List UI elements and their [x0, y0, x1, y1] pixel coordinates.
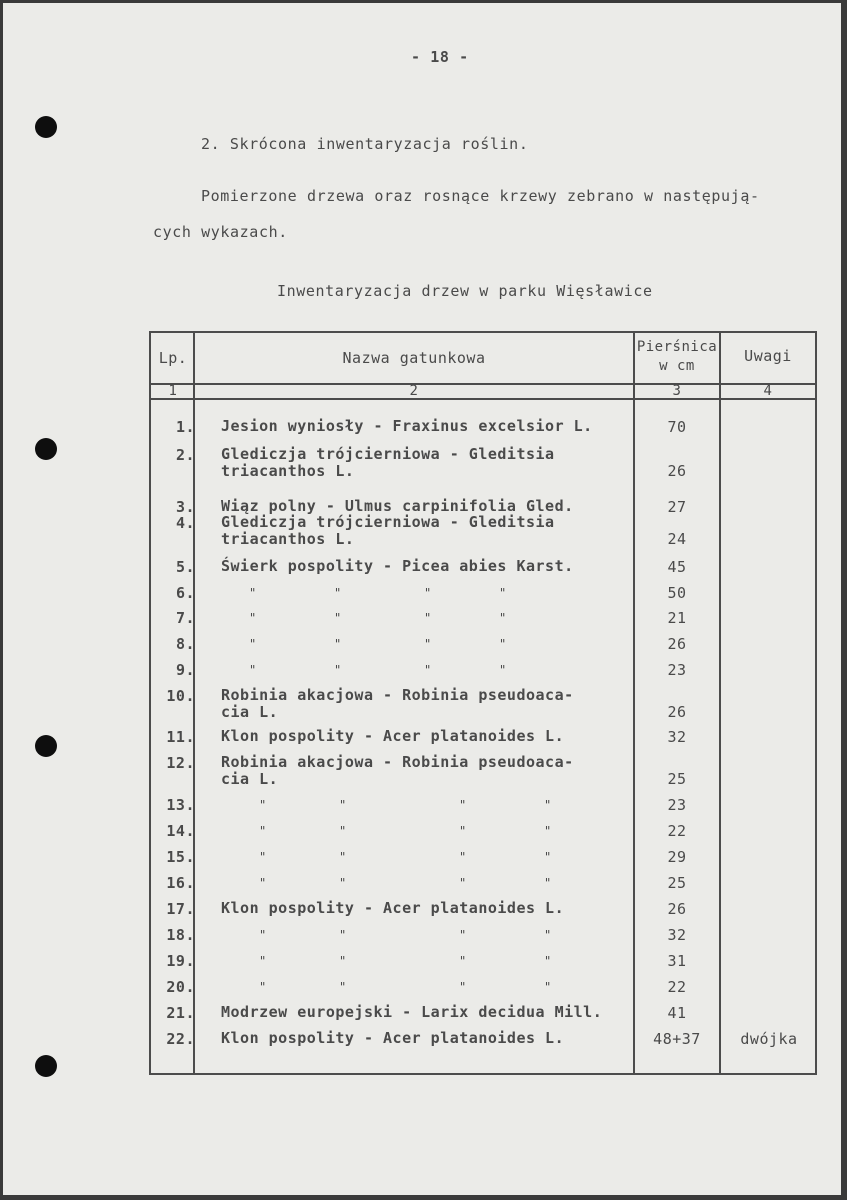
- section-heading: 2. Skrócona inwentaryzacja roślin.: [201, 135, 529, 153]
- ditto-mark: ": [259, 980, 267, 994]
- row-number: 21.: [166, 1004, 195, 1022]
- diameter-value: 22: [667, 978, 687, 996]
- species-name: Robinia akacjowa - Robinia pseudoaca-: [221, 686, 574, 704]
- row-number: 1.: [175, 418, 195, 436]
- ditto-mark: ": [544, 824, 552, 838]
- row-number: 11.: [166, 728, 195, 746]
- row-number: 3.: [175, 498, 195, 516]
- ditto-mark: ": [424, 663, 432, 677]
- diameter-value: 26: [667, 703, 687, 721]
- ditto-mark: ": [339, 980, 347, 994]
- row-number: 8.: [175, 635, 195, 653]
- diameter-value: 32: [667, 728, 687, 746]
- diameter-value: 25: [667, 770, 687, 788]
- diameter-value: 21: [667, 609, 687, 627]
- species-name: cia L.: [221, 770, 279, 788]
- diameter-value: 23: [667, 661, 687, 679]
- ditto-mark: ": [249, 611, 257, 625]
- row-number: 5.: [175, 558, 195, 576]
- ditto-mark: ": [259, 824, 267, 838]
- remarks-value: dwójka: [740, 1030, 798, 1048]
- ditto-mark: ": [459, 798, 467, 812]
- ditto-mark: ": [544, 928, 552, 942]
- row-number: 16.: [166, 874, 195, 892]
- row-number: 13.: [166, 796, 195, 814]
- ditto-mark: ": [499, 637, 507, 651]
- ditto-mark: ": [544, 850, 552, 864]
- row-number: 20.: [166, 978, 195, 996]
- ditto-mark: ": [424, 611, 432, 625]
- header-remarks: Uwagi: [744, 347, 792, 365]
- species-name: Robinia akacjowa - Robinia pseudoaca-: [221, 753, 574, 771]
- column-number-3: 3: [672, 383, 682, 399]
- ditto-mark: ": [424, 637, 432, 651]
- ditto-mark: ": [249, 586, 257, 600]
- column-number-2: 2: [409, 383, 419, 399]
- ditto-mark: ": [459, 824, 467, 838]
- species-name: triacanthos L.: [221, 530, 355, 548]
- ditto-mark: ": [339, 876, 347, 890]
- ditto-mark: ": [259, 798, 267, 812]
- document-page: [3, 3, 841, 1195]
- punch-hole-3: [35, 735, 57, 757]
- ditto-mark: ": [424, 586, 432, 600]
- ditto-mark: ": [334, 586, 342, 600]
- header-name: Nazwa gatunkowa: [342, 349, 486, 367]
- row-number: 7.: [175, 609, 195, 627]
- diameter-value: 41: [667, 1004, 687, 1022]
- ditto-mark: ": [544, 798, 552, 812]
- ditto-mark: ": [259, 850, 267, 864]
- diameter-value: 48+37: [653, 1030, 701, 1048]
- species-name: Klon pospolity - Acer platanoides L.: [221, 727, 565, 745]
- row-number: 6.: [175, 584, 195, 602]
- ditto-mark: ": [544, 954, 552, 968]
- row-number: 4.: [175, 514, 195, 532]
- tree-inventory-table: [149, 331, 817, 1075]
- row-number: 9.: [175, 661, 195, 679]
- species-name: Modrzew europejski - Larix decidua Mill.: [221, 1003, 603, 1021]
- punch-hole-4: [35, 1055, 57, 1077]
- ditto-mark: ": [499, 586, 507, 600]
- ditto-mark: ": [334, 611, 342, 625]
- diameter-value: 25: [667, 874, 687, 892]
- diameter-value: 22: [667, 822, 687, 840]
- row-number: 2.: [175, 446, 195, 464]
- ditto-mark: ": [334, 637, 342, 651]
- ditto-mark: ": [544, 980, 552, 994]
- header-lp: Lp.: [158, 349, 188, 367]
- column-number-1: 1: [168, 383, 178, 399]
- species-name: Wiąz polny - Ulmus carpinifolia Gled.: [221, 497, 574, 515]
- row-number: 17.: [166, 900, 195, 918]
- row-number: 18.: [166, 926, 195, 944]
- row-number: 15.: [166, 848, 195, 866]
- page-number: - 18 -: [411, 48, 469, 66]
- row-number: 19.: [166, 952, 195, 970]
- diameter-value: 32: [667, 926, 687, 944]
- diameter-value: 45: [667, 558, 687, 576]
- species-name: Glediczja trójcierniowa - Gleditsia: [221, 513, 555, 531]
- diameter-value: 31: [667, 952, 687, 970]
- intro-line-2: cych wykazach.: [153, 223, 288, 241]
- species-name: triacanthos L.: [221, 462, 355, 480]
- row-number: 12.: [166, 754, 195, 772]
- intro-line-1: Pomierzone drzewa oraz rosnące krzewy zebrano w następują-: [201, 187, 760, 205]
- row-number: 14.: [166, 822, 195, 840]
- table-title: Inwentaryzacja drzew w parku Więsławice: [277, 282, 653, 300]
- ditto-mark: ": [259, 928, 267, 942]
- diameter-value: 24: [667, 530, 687, 548]
- species-name: Klon pospolity - Acer platanoides L.: [221, 899, 565, 917]
- diameter-value: 26: [667, 462, 687, 480]
- diameter-value: 26: [667, 900, 687, 918]
- ditto-mark: ": [339, 798, 347, 812]
- row-number: 10.: [166, 687, 195, 705]
- header-diameter-line1: Pierśnica: [636, 339, 718, 355]
- ditto-mark: ": [544, 876, 552, 890]
- ditto-mark: ": [339, 928, 347, 942]
- ditto-mark: ": [334, 663, 342, 677]
- ditto-mark: ": [499, 663, 507, 677]
- ditto-mark: ": [249, 637, 257, 651]
- punch-hole-2: [35, 438, 57, 460]
- column-number-4: 4: [763, 383, 773, 399]
- diameter-value: 26: [667, 635, 687, 653]
- ditto-mark: ": [339, 824, 347, 838]
- ditto-mark: ": [249, 663, 257, 677]
- ditto-mark: ": [459, 928, 467, 942]
- species-name: Glediczja trójcierniowa - Gleditsia: [221, 445, 555, 463]
- ditto-mark: ": [339, 850, 347, 864]
- ditto-mark: ": [459, 954, 467, 968]
- header-diameter-line2: w cm: [659, 358, 695, 374]
- ditto-mark: ": [499, 611, 507, 625]
- ditto-mark: ": [459, 850, 467, 864]
- ditto-mark: ": [259, 954, 267, 968]
- ditto-mark: ": [339, 954, 347, 968]
- species-name: Świerk pospolity - Picea abies Karst.: [221, 557, 574, 575]
- diameter-value: 70: [667, 418, 687, 436]
- row-number: 22.: [166, 1030, 195, 1048]
- diameter-value: 27: [667, 498, 687, 516]
- punch-hole-1: [35, 116, 57, 138]
- ditto-mark: ": [259, 876, 267, 890]
- species-name: Jesion wyniosły - Fraxinus excelsior L.: [221, 417, 593, 435]
- species-name: cia L.: [221, 703, 279, 721]
- ditto-mark: ": [459, 980, 467, 994]
- species-name: Klon pospolity - Acer platanoides L.: [221, 1029, 565, 1047]
- ditto-mark: ": [459, 876, 467, 890]
- diameter-value: 29: [667, 848, 687, 866]
- diameter-value: 23: [667, 796, 687, 814]
- diameter-value: 50: [667, 584, 687, 602]
